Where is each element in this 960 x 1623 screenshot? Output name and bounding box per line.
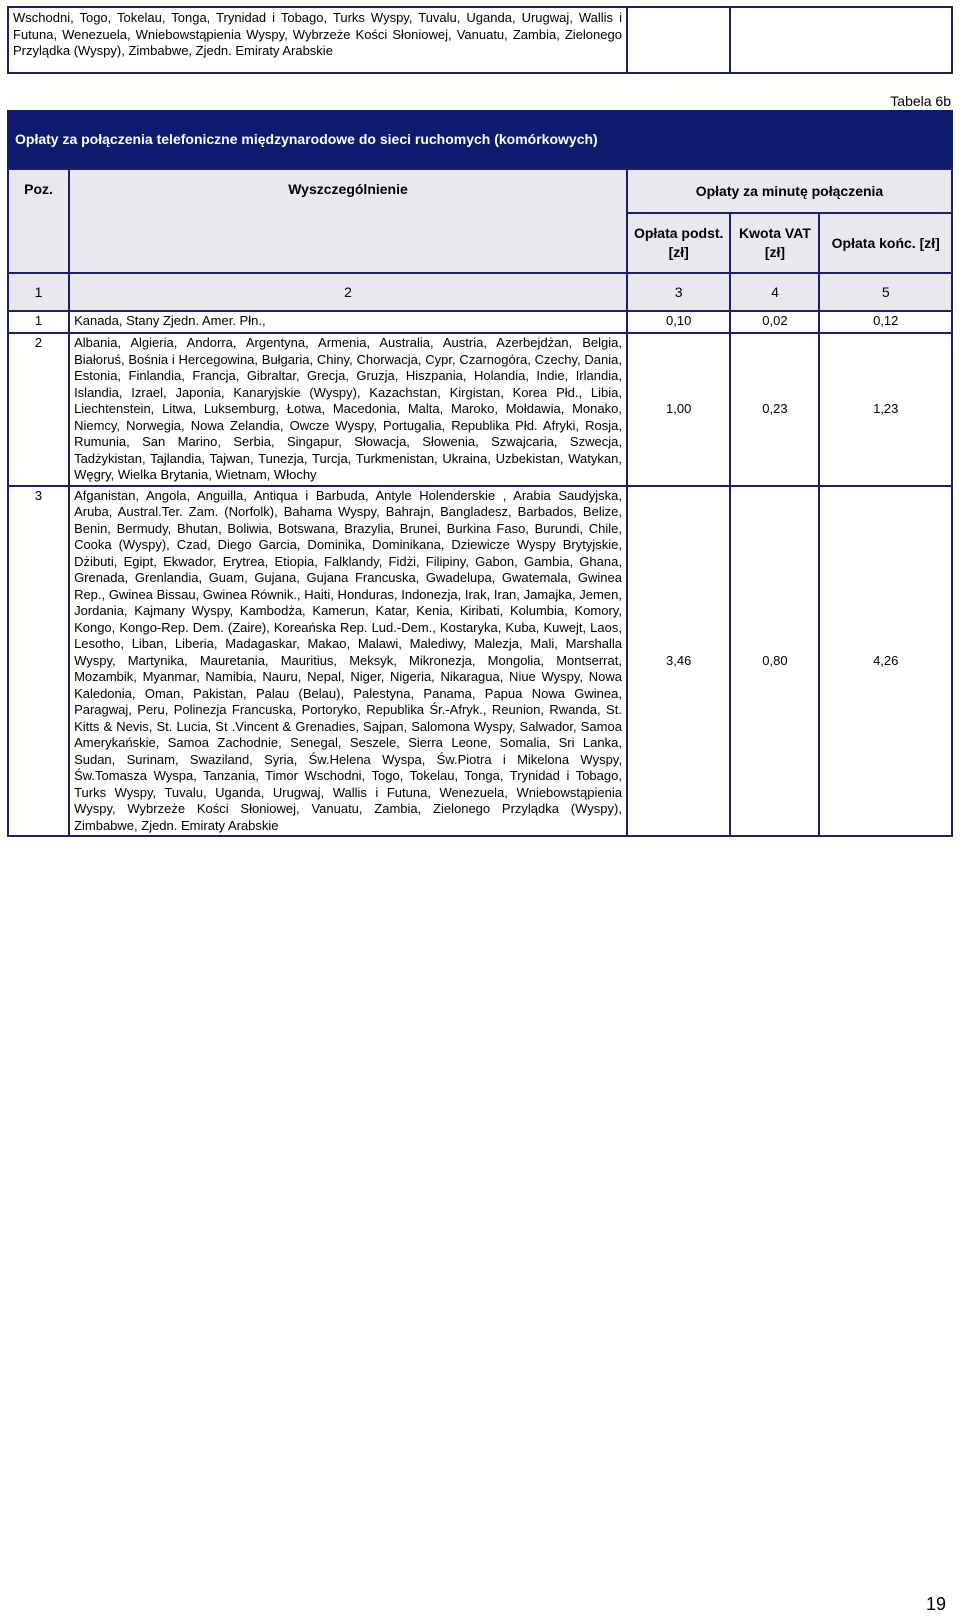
table-label: Tabela 6b xyxy=(890,93,951,109)
row-oplata-podst: 0,10 xyxy=(627,311,731,333)
row-oplata-konc: 4,26 xyxy=(819,486,952,837)
rates-table xyxy=(7,168,953,837)
column-number: 4 xyxy=(730,273,819,311)
row-description: Kanada, Stany Zjedn. Amer. Płn., xyxy=(69,311,627,333)
previous-table-row xyxy=(8,7,952,73)
previous-row-description: Wschodni, Togo, Tokelau, Tonga, Trynidad i Tobago, Turks Wyspy, Tuvalu, Uganda, Urugwaj, Wallis i Futuna, Wenezuela, Wniebowstąpienia Wyspy, Wybrzeże Kości Słoniowej, Vanuatu, Zambia, Zielonego Przylądka (Wyspy), Zimbabwe, Zjedn. Emiraty Arabskie xyxy=(8,7,627,73)
row-kwota-vat: 0,23 xyxy=(730,333,819,486)
previous-row-empty-cell xyxy=(627,7,731,73)
header-oplata-podst: Opłata podst. [zł] xyxy=(627,213,731,273)
header-oplaty-group: Opłaty za minutę połączenia xyxy=(627,169,952,213)
header-kwota-vat: Kwota VAT [zł] xyxy=(730,213,819,273)
row-oplata-podst: 3,46 xyxy=(627,486,731,837)
column-number-row xyxy=(8,273,952,311)
header-wyszczegolnienie: Wyszczególnienie xyxy=(69,169,627,273)
table-row xyxy=(8,333,952,486)
row-kwota-vat: 0,80 xyxy=(730,486,819,837)
column-number: 2 xyxy=(69,273,627,311)
table-row xyxy=(8,486,952,837)
table-title-bar xyxy=(7,110,953,168)
row-description: Albania, Algieria, Andorra, Argentyna, Armenia, Australia, Austria, Azerbejdżan, Belgia, Białoruś, Bośnia i Hercegowina, Bułgaria, Chiny, Chorwacja, Cypr, Czarnogóra, Czechy, Dania, Estonia, Finlandia, Francja, Gibraltar, Grecja, Gruzja, Hiszpania, Holandia, Indie, Irlandia, Islandia, Izrael, Japonia, Kanaryjskie (Wyspy), Kazachstan, Kirgistan, Korea Płd., Libia, Liechtenstein, Litwa, Luksemburg, Łotwa, Macedonia, Malta, Maroko, Mołdawia, Monako, Niemcy, Norwegia, Nowa Zelandia, Owcze Wyspy, Portugalia, Republika Płd. Afryki, Rosja, Rumunia, San Marino, Serbia, Singapur, Słowacja, Słowenia, Szwajcaria, Szwecja, Tadżykistan, Tajlandia, Tajwan, Tunezja, Turcja, Turkmenistan, Ukraina, Uzbekistan, Watykan, Węgry, Wielka Brytania, Wietnam, Włochy xyxy=(69,333,627,486)
row-oplata-konc: 1,23 xyxy=(819,333,952,486)
row-poz: 1 xyxy=(8,311,69,333)
row-description: Afganistan, Angola, Anguilla, Antiqua i Barbuda, Antyle Holenderskie , Arabia Saudyjska, Aruba, Austral.Ter. Zam. (Norfolk), Bahama Wyspy, Bahrajn, Bangladesz, Barbados, Belize, Benin, Bermudy, Bhutan, Boliwia, Botswana, Brazylia, Brunei, Burkina Faso, Burundi, Chile, Cooka (Wyspy), Czad, Diego Garcia, Dominika, Dominikana, Dziewicze Wyspy Brytyjskie, Dżibuti, Egipt, Ekwador, Erytrea, Etiopia, Falklandy, Fidżi, Filipiny, Gabon, Gambia, Ghana, Grenada, Grenlandia, Guam, Gujana, Gujana Francuska, Gwadelupa, Gwatemala, Gwinea Rep., Gwinea Bissau, Gwinea Równik., Haiti, Honduras, Indonezja, Irak, Iran, Jamajka, Jemen, Jordania, Kajmany Wyspy, Kambodża, Kamerun, Katar, Kenia, Kiribati, Kolumbia, Komory, Kongo, Kongo-Rep. Dem. (Zaire), Koreańska Rep. Lud.-Dem., Kostaryka, Kuba, Kuwejt, Laos, Lesotho, Liban, Liberia, Madagaskar, Makao, Malawi, Malediwy, Malezja, Mali, Marshalla Wyspy, Martynika, Mauretania, Mauritius, Meksyk, Mikronezja, Mongolia, Montserrat, Mozambik, Myanmar, Namibia, Nauru, Nepal, Niger, Nigeria, Nikaragua, Niue Wyspy, Nowa Kaledonia, Oman, Pakistan, Palau (Belau), Palestyna, Panama, Papua Nowa Gwinea, Paragwaj, Peru, Polinezja Francuska, Portoryko, Republika Śr.-Afryk., Reunion, Rwanda, St. Kitts & Nevis, St. Lucia, St .Vincent & Grenadies, Sajpan, Salomona Wyspy, Salwador, Samoa Amerykańskie, Samoa Zachodnie, Senegal, Seszele, Sierra Leone, Somalia, Sri Lanka, Sudan, Surinam, Swaziland, Syria, Św.Helena Wyspa, Św.Piotra i Mikelona Wyspy, Św.Tomasza Wyspa, Tanzania, Timor Wschodni, Togo, Tokelau, Tonga, Trynidad i Tobago, Turks Wyspy, Tuvalu, Uganda, Urugwaj, Wallis i Futuna, Wenezuela, Wniebowstąpienia Wyspy, Wybrzeże Kości Słoniowej, Vanuatu, Zambia, Zielonego Przylądka (Wyspy), Zimbabwe, Zjedn. Emiraty Arabskie xyxy=(69,486,627,837)
page-number: 19 xyxy=(925,1594,946,1614)
row-oplata-konc: 0,12 xyxy=(819,311,952,333)
previous-row-empty-cell xyxy=(730,7,952,73)
row-poz: 3 xyxy=(8,486,69,837)
column-number: 1 xyxy=(8,273,69,311)
previous-table-fragment xyxy=(7,6,953,74)
column-number: 3 xyxy=(627,273,731,311)
row-kwota-vat: 0,02 xyxy=(730,311,819,333)
table-row xyxy=(8,311,952,333)
header-poz: Poz. xyxy=(8,169,69,273)
header-oplata-konc: Opłata końc. [zł] xyxy=(819,213,952,273)
header-row-main xyxy=(8,169,952,213)
table-title: Opłaty za połączenia telefoniczne międzynarodowe do sieci ruchomych (komórkowych) xyxy=(15,131,598,147)
row-poz: 2 xyxy=(8,333,69,486)
row-oplata-podst: 1,00 xyxy=(627,333,731,486)
column-number: 5 xyxy=(819,273,952,311)
